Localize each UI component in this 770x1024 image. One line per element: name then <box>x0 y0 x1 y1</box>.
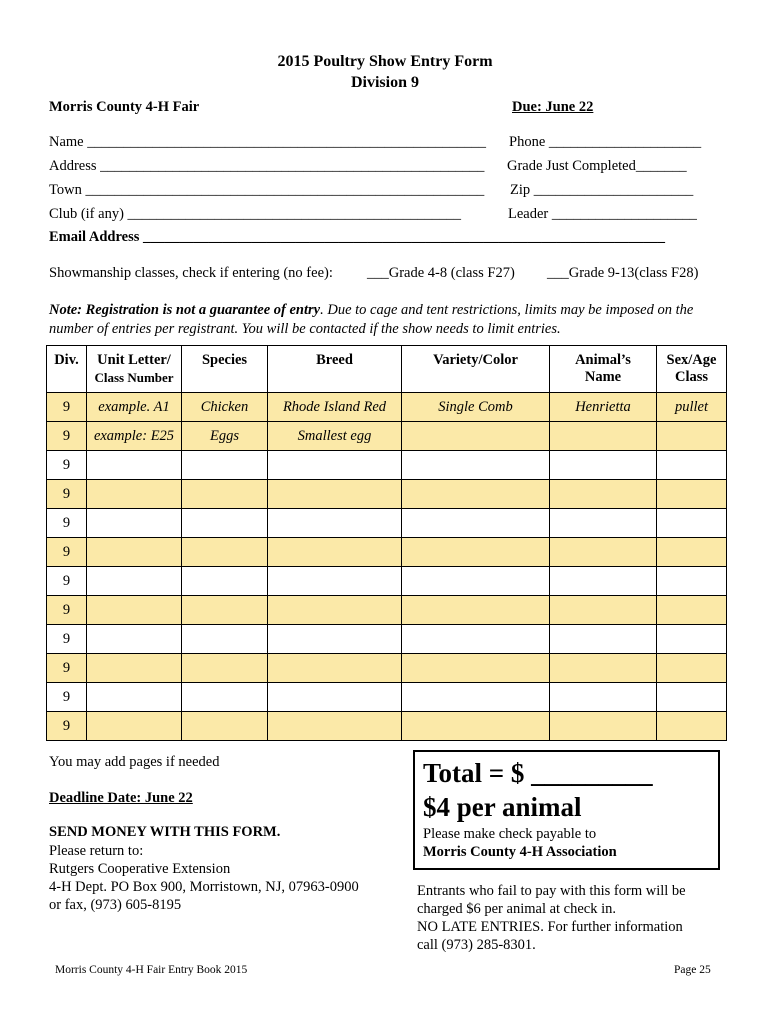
variety-cell[interactable] <box>402 422 550 451</box>
table-row <box>47 654 727 683</box>
fair-name: Morris County 4-H Fair <box>49 99 200 115</box>
page-number: Page 25 <box>674 964 711 976</box>
return-line-2: Rutgers Cooperative Extension <box>49 861 231 877</box>
animal-name-cell[interactable] <box>550 654 657 683</box>
sex-age-cell[interactable] <box>657 654 727 683</box>
animal-name-cell[interactable] <box>550 480 657 509</box>
breed-cell[interactable] <box>268 538 402 567</box>
animal-name-cell[interactable] <box>550 712 657 741</box>
species-cell[interactable] <box>182 625 268 654</box>
species-cell[interactable]: Chicken <box>182 393 268 422</box>
unit-cell[interactable] <box>87 712 182 741</box>
div-cell: 9 <box>47 596 87 625</box>
footer-left: Morris County 4-H Fair Entry Book 2015 <box>55 964 248 976</box>
unit-cell[interactable] <box>87 451 182 480</box>
species-cell[interactable] <box>182 451 268 480</box>
animal-name-cell[interactable] <box>550 451 657 480</box>
variety-cell[interactable] <box>402 480 550 509</box>
species-cell[interactable] <box>182 567 268 596</box>
sex-age-cell[interactable] <box>657 625 727 654</box>
return-line-1: Please return to: <box>49 843 144 859</box>
table-row <box>47 509 727 538</box>
unit-cell[interactable] <box>87 567 182 596</box>
total-amount-field[interactable]: Total = $ _________ <box>423 758 653 788</box>
species-cell[interactable] <box>182 596 268 625</box>
species-cell[interactable]: Eggs <box>182 422 268 451</box>
breed-cell[interactable] <box>268 567 402 596</box>
header-div <box>47 346 87 393</box>
species-cell[interactable] <box>182 712 268 741</box>
table-row <box>47 480 727 509</box>
sex-age-cell[interactable] <box>657 422 727 451</box>
unit-cell[interactable] <box>87 596 182 625</box>
header-animal-name-label-1: Animal’s <box>575 352 631 368</box>
variety-cell[interactable] <box>402 538 550 567</box>
animal-name-cell[interactable] <box>550 567 657 596</box>
species-cell[interactable] <box>182 538 268 567</box>
grade-field[interactable]: Grade Just Completed_______ <box>507 158 687 174</box>
table-header-row <box>47 346 727 393</box>
table-row <box>47 625 727 654</box>
species-cell[interactable] <box>182 654 268 683</box>
breed-cell[interactable] <box>268 712 402 741</box>
payable-note: Please make check payable to <box>423 826 597 842</box>
leader-field[interactable]: Leader ____________________ <box>508 206 697 222</box>
div-cell: 9 <box>47 480 87 509</box>
variety-cell[interactable] <box>402 509 550 538</box>
div-cell: 9 <box>47 509 87 538</box>
add-pages-note: You may add pages if needed <box>49 754 220 770</box>
breed-cell[interactable] <box>268 596 402 625</box>
table-row <box>47 538 727 567</box>
variety-cell[interactable] <box>402 451 550 480</box>
sex-age-cell[interactable] <box>657 451 727 480</box>
header-variety <box>402 346 550 393</box>
species-cell[interactable] <box>182 683 268 712</box>
due-date: Due: June 22 <box>512 99 594 115</box>
variety-cell[interactable] <box>402 625 550 654</box>
breed-cell[interactable] <box>268 509 402 538</box>
late-line-4: call (973) 285-8301. <box>417 937 536 953</box>
club-field[interactable]: Club (if any) ______________________________________________ <box>49 206 462 222</box>
header-variety-label: Variety/Color <box>433 352 518 368</box>
entry-table <box>46 345 727 741</box>
breed-cell[interactable] <box>268 451 402 480</box>
name-field[interactable]: Name _______________________________________________________ <box>49 134 486 150</box>
per-animal-fee: $4 per animal <box>423 792 582 822</box>
header-sex-age-label-1: Sex/Age <box>666 352 717 368</box>
header-unit-letter-label: Unit Letter/ <box>97 352 171 368</box>
header-unit-letter <box>87 346 182 393</box>
header-species <box>182 346 268 393</box>
return-line-3: 4-H Dept. PO Box 900, Morristown, NJ, 07963-0900 <box>49 879 359 895</box>
showmanship-label: Showmanship classes, check if entering (no fee): <box>49 265 333 281</box>
email-field[interactable] <box>49 229 665 246</box>
unit-cell[interactable] <box>87 538 182 567</box>
header-species-label: Species <box>201 352 248 368</box>
variety-cell[interactable] <box>402 567 550 596</box>
zip-field[interactable]: Zip ______________________ <box>510 182 694 198</box>
payee-name: Morris County 4-H Association <box>423 844 617 860</box>
header-breed <box>268 346 402 393</box>
unit-cell[interactable] <box>87 683 182 712</box>
sex-age-cell[interactable] <box>657 480 727 509</box>
variety-cell[interactable] <box>402 712 550 741</box>
div-cell: 9 <box>47 683 87 712</box>
return-line-4: or fax, (973) 605-8195 <box>49 897 182 913</box>
animal-name-cell[interactable] <box>550 625 657 654</box>
email-field-text: Email Address ________________________________________________________________________ <box>49 229 666 245</box>
header-sex-age-label-2: Class <box>674 369 709 385</box>
sex-age-cell[interactable] <box>657 596 727 625</box>
sex-age-cell[interactable] <box>657 509 727 538</box>
sex-age-cell[interactable]: pullet <box>657 393 727 422</box>
address-field[interactable]: Address _____________________________________________________ <box>49 158 485 174</box>
showmanship-option-grade4-8[interactable]: ___Grade 4-8 (class F27) <box>367 265 515 281</box>
div-cell: 9 <box>47 422 87 451</box>
late-line-1: Entrants who fail to pay with this form will be <box>417 883 686 899</box>
variety-cell[interactable] <box>402 683 550 712</box>
header-div-label: Div. <box>54 352 79 368</box>
late-line-2: charged $6 per animal at check in. <box>417 901 617 917</box>
table-row <box>47 393 727 422</box>
animal-name-cell[interactable]: Henrietta <box>550 393 657 422</box>
phone-field[interactable]: Phone _____________________ <box>509 134 702 150</box>
unit-cell[interactable] <box>87 654 182 683</box>
div-cell: 9 <box>47 712 87 741</box>
unit-cell[interactable] <box>87 625 182 654</box>
animal-name-cell[interactable] <box>550 509 657 538</box>
div-cell: 9 <box>47 654 87 683</box>
unit-cell[interactable] <box>87 480 182 509</box>
form-title: 2015 Poultry Show Entry Form <box>277 53 493 70</box>
header-class-number-label: Class Number <box>94 370 174 385</box>
breed-cell[interactable] <box>268 683 402 712</box>
div-cell: 9 <box>47 625 87 654</box>
animal-name-cell[interactable] <box>550 538 657 567</box>
unit-cell[interactable] <box>87 509 182 538</box>
header-animal-name-label-2: Name <box>584 369 622 385</box>
species-cell[interactable] <box>182 509 268 538</box>
division-title: Division 9 <box>350 74 419 91</box>
animal-name-cell[interactable] <box>550 683 657 712</box>
table-row <box>47 567 727 596</box>
sex-age-cell[interactable] <box>657 712 727 741</box>
unit-cell[interactable]: example: E25 <box>87 422 182 451</box>
div-cell: 9 <box>47 567 87 596</box>
late-line-3: NO LATE ENTRIES. For further information <box>417 919 683 935</box>
table-row <box>47 712 727 741</box>
deadline-date: Deadline Date: June 22 <box>49 790 193 806</box>
registration-note <box>49 301 729 339</box>
total-box <box>413 750 720 870</box>
variety-cell[interactable] <box>402 596 550 625</box>
breed-cell[interactable]: Rhode Island Red <box>268 393 402 422</box>
species-cell[interactable] <box>182 480 268 509</box>
note-rest: . Due to cage and tent restrictions, limits may be imposed on the number of entries per registrant. You will be contacted if the show needs to limit entries. <box>49 302 694 337</box>
sex-age-cell[interactable] <box>657 567 727 596</box>
table-row <box>47 451 727 480</box>
variety-cell[interactable] <box>402 654 550 683</box>
breed-cell[interactable] <box>268 654 402 683</box>
breed-cell[interactable] <box>268 625 402 654</box>
breed-cell[interactable] <box>268 480 402 509</box>
div-cell: 9 <box>47 451 87 480</box>
header-animal-name <box>550 346 657 393</box>
header-sex-age <box>657 346 727 393</box>
note-lead: Note: Registration is not a guarantee of entry <box>49 302 321 318</box>
animal-name-cell[interactable] <box>550 422 657 451</box>
variety-cell[interactable]: Single Comb <box>402 393 550 422</box>
unit-cell[interactable]: example. A1 <box>87 393 182 422</box>
animal-name-cell[interactable] <box>550 596 657 625</box>
table-row <box>47 422 727 451</box>
sex-age-cell[interactable] <box>657 683 727 712</box>
header-breed-label: Breed <box>316 352 353 368</box>
breed-cell[interactable]: Smallest egg <box>268 422 402 451</box>
sex-age-cell[interactable] <box>657 538 727 567</box>
div-cell: 9 <box>47 393 87 422</box>
table-row <box>47 596 727 625</box>
send-money-note: SEND MONEY WITH THIS FORM. <box>49 824 281 840</box>
town-field[interactable]: Town _______________________________________________________ <box>49 182 485 198</box>
div-cell: 9 <box>47 538 87 567</box>
showmanship-option-grade9-13[interactable]: ___Grade 9-13(class F28) <box>547 265 699 281</box>
table-row <box>47 683 727 712</box>
